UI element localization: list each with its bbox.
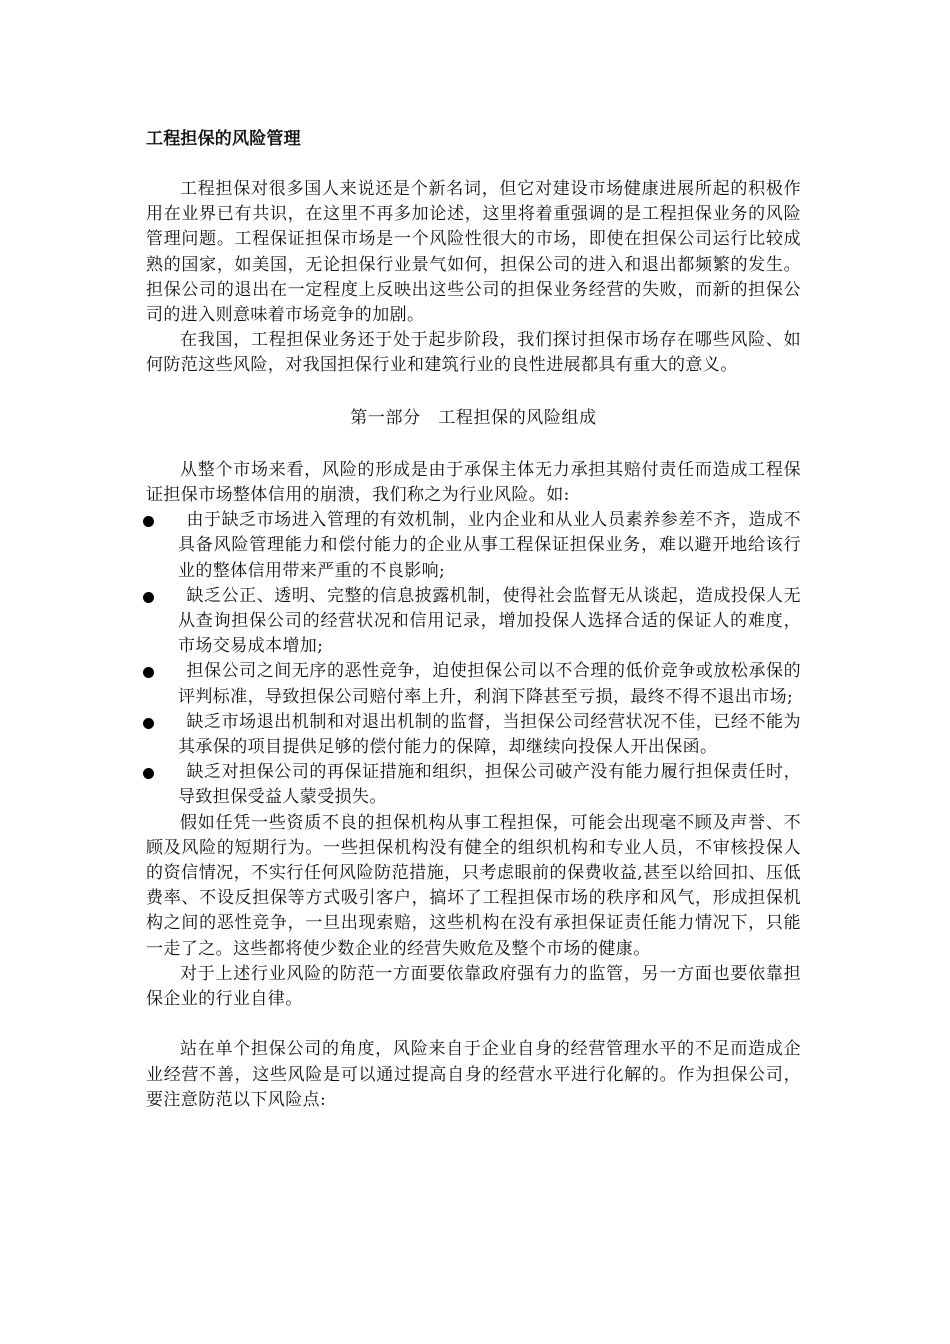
- risk-bullet-text: 由于缺乏市场进入管理的有效机制，业内企业和从业人员素养参差不齐，造成不具备风险管理能力和偿付能力的企业从事工程保证担保业务，难以避开地给该行业的整体信用带来严重的不良影响;: [178, 510, 801, 581]
- document-title: 工程担保的风险管理: [146, 129, 301, 149]
- section-heading: 第一部分 工程担保的风险组成: [350, 407, 597, 428]
- risk-bullet-item: [146, 659, 801, 709]
- bullet-icon: [143, 667, 154, 678]
- body-paragraph-2: 对于上述行业风险的防范一方面要依靠政府强有力的监管，另一方面也要依靠担保企业的行业自律。: [146, 963, 801, 1010]
- intro-paragraph-2: 在我国，工程担保业务还于处于起步阶段，我们探讨担保市场存在哪些风险、如何防范这些风险，对我国担保行业和建筑行业的良性进展都具有重大的意义。: [146, 330, 801, 376]
- body-paragraph-1: 假如任凭一些资质不良的担保机构从事工程担保，可能会出现毫不顾及声誉、不顾及风险的短期行为。一些担保机构没有健全的组织机构和专业人员，不审核投保人的资信情况，不实行任何风险防范措施，只考虑眼前的保费收益,甚至以给回扣、压低费率、不设反担保等方式吸引客户，搞坏了工程担保市场的秩序和风气，形成担保机构之间的恶性竞争，一旦出现索赔，这些机构在没有承担保证责任能力情况下，只能一走了之。这些都将使少数企业的经营失败危及整个市场的健康。: [146, 812, 801, 959]
- bullet-icon: [143, 516, 154, 527]
- document-page: [146, 126, 801, 1113]
- risk-bullet-item: [146, 760, 801, 810]
- bullet-icon: [143, 768, 154, 779]
- risk-bullet-text: 担保公司之间无序的恶性竞争，迫使担保公司以不合理的低价竞争或放松承保的评判标准，导致担保公司赔付率上升，利润下降甚至亏损，最终不得不退出市场;: [178, 661, 801, 707]
- risk-bullet-list: [146, 508, 801, 810]
- bullet-icon: [143, 592, 154, 603]
- risk-bullet-item: [146, 508, 801, 584]
- risk-bullet-item: [146, 584, 801, 660]
- intro-paragraph-1: 工程担保对很多国人来说还是个新名词，但它对建设市场健康进展所起的积极作用在业界已有共识，在这里不再多加论述，这里将着重强调的是工程担保业务的风险管理问题。工程保证担保市场是一个风险性很大的市场，即使在担保公司运行比较成熟的国家，如美国，无论担保行业景气如何，担保公司的进入和退出都频繁的发生。担保公司的退出在一定程度上反映出这些公司的担保业务经营的失败，而新的担保公司的进入则意味着市场竞争的加剧。: [146, 179, 801, 326]
- risk-bullet-text: 缺乏市场退出机制和对退出机制的监督，当担保公司经营状况不佳，已经不能为其承保的项目提供足够的偿付能力的保障，却继续向投保人开出保函。: [178, 711, 801, 758]
- risk-bullet-text: 缺乏公正、透明、完整的信息披露机制，使得社会监督无从谈起，造成投保人无从查询担保公司的经营状况和信用记录，增加投保人选择合适的保证人的难度，市场交易成本增加;: [178, 585, 801, 657]
- risk-bullet-item: [146, 710, 801, 760]
- paragraph-spacer: [146, 1012, 801, 1037]
- section-intro-paragraph: 从整个市场来看，风险的形成是由于承保主体无力承担其赔付责任而造成工程保证担保市场整体信用的崩溃，我们称之为行业风险。如:: [146, 459, 801, 506]
- final-paragraph: 站在单个担保公司的角度，风险来自于企业自身的经营管理水平的不足而造成企业经营不善，这些风险是可以通过提高自身的经营水平进行化解的。作为担保公司，要注意防范以下风险点:: [146, 1039, 801, 1110]
- bullet-icon: [143, 718, 154, 729]
- risk-bullet-text: 缺乏对担保公司的再保证措施和组织，担保公司破产没有能力履行担保责任时，导致担保受益人蒙受损失。: [178, 762, 801, 808]
